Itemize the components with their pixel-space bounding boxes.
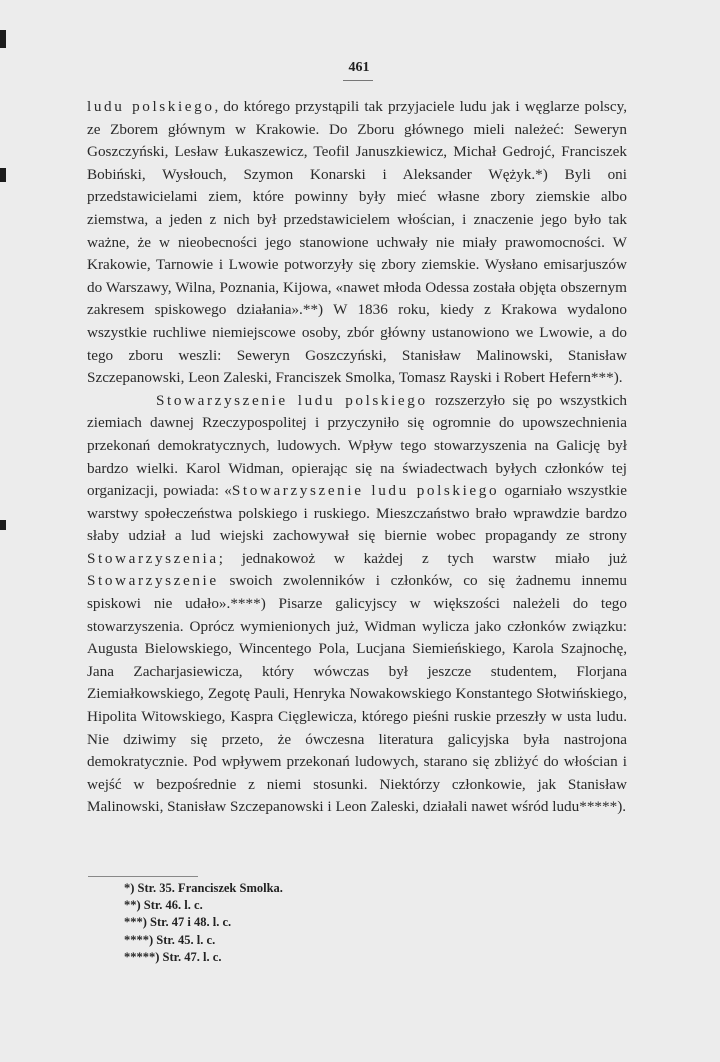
emphasis-stowarzyszenie-2: Stowarzyszenie bbox=[87, 572, 219, 590]
emphasis-quoted-stowarzyszenie: Stowarzyszenie ludu polskiego bbox=[231, 482, 500, 500]
paragraph-2 bbox=[87, 390, 627, 819]
left-edge-mark-top bbox=[0, 30, 6, 48]
footnotes bbox=[124, 880, 283, 966]
paragraph-2-text-d: swoich zwolenników i członków, co się żadnemu innemu spiskowi nie udało».****) Pisarze galicyjscy w większości należeli do tego stowarzyszenia. Oprócz wymienionych już, Widman wylicza jako członków związku: Augusta Bielowskiego, Wincentego Pola, Lucjana Siemieńskiego, Karola Szajnochę, Jana Zacharjasiewicza, który wówczas był jeszcze studentem, Florjana Ziemiałkowskiego, Zegotę Pauli, Henryka Nowakowskiego Konstantego Słotwińskiego, Hipolita Witowskiego, Kaspra Cięglewicza, którego pieśni ruskie przeszły w usta ludu. Nie dziwimy się przeto, że ówczesna literatura galicyjska była nastrojona demokratycznie. Pod wpływem przekonań ludowych, starano się zbliżyć do włościan i wejść w bezpośrednie z niemi stosunki. Niektórzy członkowie, jak Stanisław Malinowski, Stanisław Szczepanowski i Leon Zaleski, działali nawet wśród ludu*****). bbox=[87, 572, 627, 816]
emphasis-stowarzyszenie-ludu-polskiego: Stowarzyszenie ludu polskiego bbox=[156, 391, 428, 409]
footnote: ***) Str. 47 i 48. l. c. bbox=[124, 915, 232, 930]
footnote: **) Str. 46. l. c. bbox=[124, 898, 203, 913]
left-edge-mark-middle bbox=[0, 168, 6, 182]
footnote: ****) Str. 45. l. c. bbox=[124, 932, 216, 947]
paragraph-2-text-b: ogarniało wszystkie warstwy społeczeństwa polskiego i ruskiego. Mieszczaństwo brało wprawdzie bardzo słaby udział a lud wiejski zachowywał się biernie wobec propagandy ze strony bbox=[87, 482, 627, 545]
left-edge-mark-lower bbox=[0, 520, 6, 530]
paragraph-1-text: , do którego przystąpili tak przyjaciele ludu jak i węglarze polscy, ze Zborem głównym w Krakowie. Do Zboru głównego mieli należeć: Seweryn Goszczyński, Lesław Łukaszewicz, Teofil Januszkiewicz, Michał Gedrojć, Franciszek Bobiński, Wysłouch, Szymon Konarski i Aleksander Wężyk.*) Byli oni przedstawicielami ziem, które powinny były mieć własne zbory ziemskie albo ziemstwa, a jeden z nich był przedstawicielem włościan, i znaczenie jego było tak ważne, że w nieobecności jego stanowione uchwały nie miały prawomocności. W Krakowie, Tarnowie i Lwowie potworzyły się zbory ziemskie. Wysłano emisarjuszów do Warszawy, Wilna, Poznania, Kijowa, «nawet młoda Odessa została objęta obszernym zakresem spiskowego działania».**) W 1836 roku, kiedy z Krakowa wydalono wszystkie ruchliwe niemiejscowe osoby, zbór główny ustanowiono we Lwowie, a do tego zboru weszli: Seweryn Goszczyński, Stanisław Malinowski, Stanisław Szczepanowski, Leon Zaleski, Franciszek Smolka, Tomasz Rayski i Robert Hefern***). bbox=[87, 98, 627, 387]
paragraph-1 bbox=[87, 96, 627, 390]
body-text bbox=[87, 96, 627, 819]
page-number-underline bbox=[343, 80, 373, 81]
footnote-separator bbox=[88, 876, 198, 877]
emphasis-stowarzyszenia: Stowarzyszenia bbox=[87, 549, 219, 567]
footnote: *) Str. 35. Franciszek Smolka. bbox=[124, 881, 283, 895]
paragraph-2-text-c: ; jednakowoż w każdej z tych warstw miało już bbox=[218, 549, 627, 567]
emphasis-ludu-polskiego: ludu polskiego bbox=[87, 98, 215, 115]
paragraph-2-text-a: rozszerzyło się po wszystkich ziemiach dawnej Rzeczypospolitej i przyczyniło się ogromnie do upowszechnienia przekonań demokratycznych, ludowych. Wpływ tego stowarzyszenia na Galicję był bardzo wielki. Karol Widman, opierając się na świadectwach byłych członków tej organizacji, powiada: « bbox=[87, 391, 627, 500]
footnote: *****) Str. 47. l. c. bbox=[124, 949, 222, 964]
page-number: 461 bbox=[348, 60, 370, 75]
